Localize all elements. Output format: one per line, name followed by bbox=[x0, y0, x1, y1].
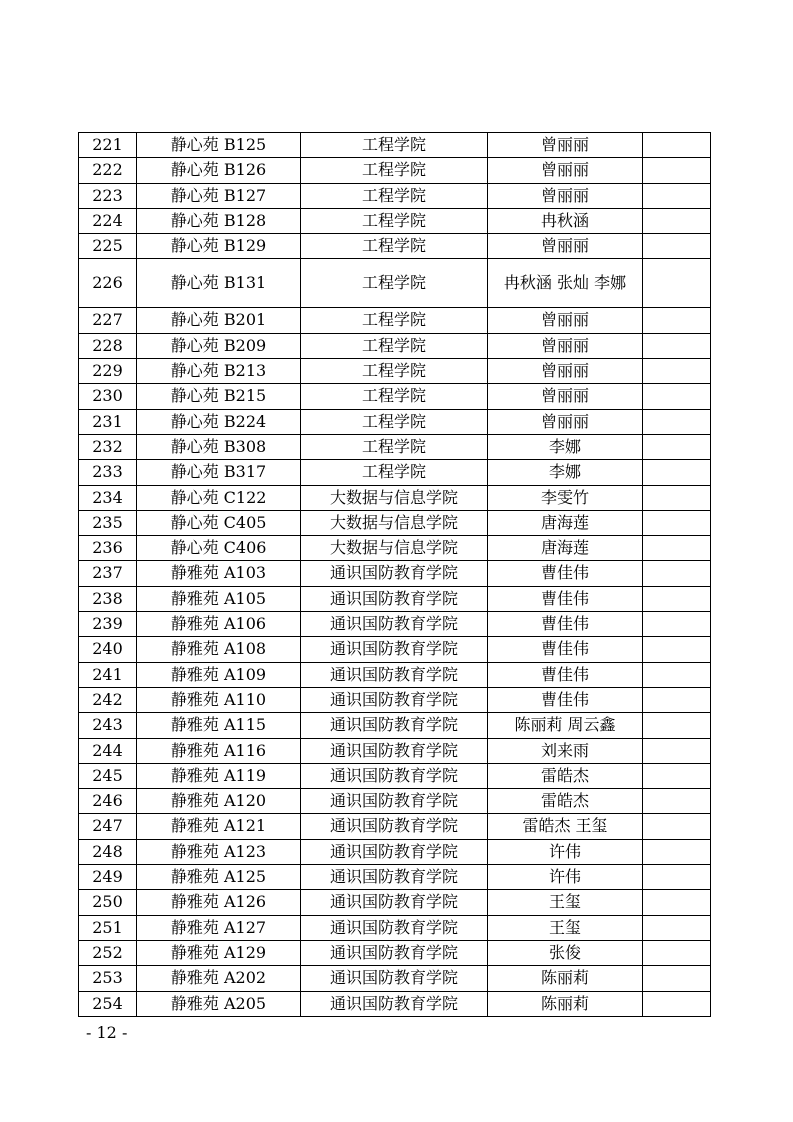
room-cell: 静心苑 B201 bbox=[137, 308, 301, 333]
note-cell bbox=[643, 208, 711, 233]
manager-cell bbox=[488, 460, 643, 485]
manager-text: 李娜 bbox=[548, 436, 581, 456]
table-row bbox=[79, 687, 711, 712]
manager-cell bbox=[488, 183, 643, 208]
department-cell: 工程学院 bbox=[301, 333, 488, 358]
manager-text: 许伟 bbox=[548, 867, 581, 887]
table-row bbox=[79, 612, 711, 637]
table-row bbox=[79, 561, 711, 586]
manager-text: 曹佳伟 bbox=[540, 639, 589, 659]
room-cell: 静雅苑 A205 bbox=[137, 991, 301, 1016]
room-cell: 静雅苑 A127 bbox=[137, 915, 301, 940]
note-cell bbox=[643, 966, 711, 991]
room-cell: 静雅苑 A126 bbox=[137, 890, 301, 915]
table-row bbox=[79, 460, 711, 485]
manager-cell bbox=[488, 234, 643, 259]
manager-cell bbox=[488, 384, 643, 409]
row-number-cell: 237 bbox=[79, 561, 137, 586]
note-cell bbox=[643, 384, 711, 409]
department-cell: 大数据与信息学院 bbox=[301, 536, 488, 561]
room-cell: 静雅苑 A115 bbox=[137, 713, 301, 738]
note-cell bbox=[643, 940, 711, 965]
manager-text: 陈丽莉 bbox=[540, 993, 589, 1013]
room-cell: 静心苑 B126 bbox=[137, 158, 301, 183]
room-cell: 静心苑 B209 bbox=[137, 333, 301, 358]
note-cell bbox=[643, 133, 711, 158]
room-cell: 静心苑 B317 bbox=[137, 460, 301, 485]
table-row bbox=[79, 940, 711, 965]
room-cell: 静雅苑 A121 bbox=[137, 814, 301, 839]
department-cell: 通识国防教育学院 bbox=[301, 561, 488, 586]
row-number-cell: 235 bbox=[79, 510, 137, 535]
note-cell bbox=[643, 687, 711, 712]
manager-text: 冉秋涵 张灿 李娜 bbox=[503, 273, 627, 293]
room-cell: 静雅苑 A123 bbox=[137, 839, 301, 864]
manager-text: 李雯竹 bbox=[540, 487, 589, 507]
note-cell bbox=[643, 460, 711, 485]
table-row bbox=[79, 359, 711, 384]
manager-text: 王玺 bbox=[548, 892, 581, 912]
row-number-cell: 222 bbox=[79, 158, 137, 183]
room-cell: 静雅苑 A109 bbox=[137, 662, 301, 687]
manager-cell bbox=[488, 662, 643, 687]
table-row bbox=[79, 536, 711, 561]
note-cell bbox=[643, 259, 711, 308]
room-cell: 静雅苑 A119 bbox=[137, 763, 301, 788]
manager-cell bbox=[488, 612, 643, 637]
manager-cell bbox=[488, 409, 643, 434]
note-cell bbox=[643, 662, 711, 687]
room-table-container bbox=[78, 132, 710, 1017]
manager-cell bbox=[488, 814, 643, 839]
manager-cell bbox=[488, 259, 643, 308]
table-row bbox=[79, 158, 711, 183]
row-number-cell: 223 bbox=[79, 183, 137, 208]
table-row bbox=[79, 814, 711, 839]
manager-cell bbox=[488, 158, 643, 183]
note-cell bbox=[643, 637, 711, 662]
note-cell bbox=[643, 915, 711, 940]
table-row bbox=[79, 915, 711, 940]
note-cell bbox=[643, 839, 711, 864]
table-row bbox=[79, 485, 711, 510]
table-row bbox=[79, 586, 711, 611]
table-row bbox=[79, 510, 711, 535]
row-number-cell: 253 bbox=[79, 966, 137, 991]
manager-cell bbox=[488, 687, 643, 712]
room-cell: 静心苑 C405 bbox=[137, 510, 301, 535]
row-number-cell: 229 bbox=[79, 359, 137, 384]
note-cell bbox=[643, 158, 711, 183]
department-cell: 通识国防教育学院 bbox=[301, 890, 488, 915]
row-number-cell: 243 bbox=[79, 713, 137, 738]
row-number-cell: 238 bbox=[79, 586, 137, 611]
room-cell: 静雅苑 A110 bbox=[137, 687, 301, 712]
note-cell bbox=[643, 510, 711, 535]
row-number-cell: 248 bbox=[79, 839, 137, 864]
row-number-cell: 224 bbox=[79, 208, 137, 233]
manager-text: 李娜 bbox=[548, 462, 581, 482]
row-number-cell: 236 bbox=[79, 536, 137, 561]
table-row bbox=[79, 308, 711, 333]
manager-cell bbox=[488, 789, 643, 814]
manager-cell bbox=[488, 738, 643, 763]
table-row bbox=[79, 133, 711, 158]
note-cell bbox=[643, 333, 711, 358]
row-number-cell: 249 bbox=[79, 865, 137, 890]
row-number-cell: 254 bbox=[79, 991, 137, 1016]
note-cell bbox=[643, 738, 711, 763]
row-number-cell: 247 bbox=[79, 814, 137, 839]
note-cell bbox=[643, 890, 711, 915]
note-cell bbox=[643, 485, 711, 510]
note-cell bbox=[643, 434, 711, 459]
table-row bbox=[79, 333, 711, 358]
manager-text: 王玺 bbox=[548, 917, 581, 937]
room-cell: 静雅苑 A108 bbox=[137, 637, 301, 662]
manager-cell bbox=[488, 637, 643, 662]
note-cell bbox=[643, 409, 711, 434]
row-number-cell: 250 bbox=[79, 890, 137, 915]
table-row bbox=[79, 839, 711, 864]
manager-cell bbox=[488, 839, 643, 864]
manager-text: 曾丽丽 bbox=[540, 135, 589, 154]
department-cell: 工程学院 bbox=[301, 434, 488, 459]
room-cell: 静心苑 B215 bbox=[137, 384, 301, 409]
table-row bbox=[79, 713, 711, 738]
department-cell: 大数据与信息学院 bbox=[301, 485, 488, 510]
department-cell: 通识国防教育学院 bbox=[301, 915, 488, 940]
room-cell: 静雅苑 A103 bbox=[137, 561, 301, 586]
row-number-cell: 228 bbox=[79, 333, 137, 358]
room-cell: 静心苑 B224 bbox=[137, 409, 301, 434]
note-cell bbox=[643, 991, 711, 1016]
row-number-cell: 240 bbox=[79, 637, 137, 662]
room-cell: 静雅苑 A125 bbox=[137, 865, 301, 890]
row-number-cell: 230 bbox=[79, 384, 137, 409]
row-number-cell: 241 bbox=[79, 662, 137, 687]
table-row bbox=[79, 234, 711, 259]
table-row bbox=[79, 890, 711, 915]
department-cell: 工程学院 bbox=[301, 259, 488, 308]
row-number-cell: 242 bbox=[79, 687, 137, 712]
department-cell: 通识国防教育学院 bbox=[301, 966, 488, 991]
table-row bbox=[79, 259, 711, 308]
room-cell: 静心苑 B131 bbox=[137, 259, 301, 308]
department-cell: 通识国防教育学院 bbox=[301, 713, 488, 738]
department-cell: 通识国防教育学院 bbox=[301, 687, 488, 712]
row-number-cell: 246 bbox=[79, 789, 137, 814]
note-cell bbox=[643, 359, 711, 384]
row-number-cell: 225 bbox=[79, 234, 137, 259]
manager-cell bbox=[488, 208, 643, 233]
room-cell: 静雅苑 A116 bbox=[137, 738, 301, 763]
manager-text: 冉秋涵 bbox=[540, 210, 589, 230]
manager-cell bbox=[488, 485, 643, 510]
department-cell: 通识国防教育学院 bbox=[301, 839, 488, 864]
row-number-cell: 244 bbox=[79, 738, 137, 763]
manager-text: 刘来雨 bbox=[540, 740, 589, 760]
department-cell: 工程学院 bbox=[301, 183, 488, 208]
manager-cell bbox=[488, 915, 643, 940]
row-number-cell: 232 bbox=[79, 434, 137, 459]
manager-cell bbox=[488, 890, 643, 915]
table-row bbox=[79, 966, 711, 991]
row-number-cell: 234 bbox=[79, 485, 137, 510]
manager-cell bbox=[488, 966, 643, 991]
manager-text: 曾丽丽 bbox=[540, 335, 589, 355]
department-cell: 通识国防教育学院 bbox=[301, 940, 488, 965]
manager-text: 雷皓杰 bbox=[540, 765, 589, 785]
manager-cell bbox=[488, 991, 643, 1016]
row-number-cell: 231 bbox=[79, 409, 137, 434]
note-cell bbox=[643, 586, 711, 611]
manager-text: 唐海莲 bbox=[540, 512, 589, 532]
department-cell: 通识国防教育学院 bbox=[301, 612, 488, 637]
room-cell: 静心苑 C122 bbox=[137, 485, 301, 510]
row-number-cell: 245 bbox=[79, 763, 137, 788]
room-cell: 静心苑 C406 bbox=[137, 536, 301, 561]
manager-text: 许伟 bbox=[548, 841, 581, 861]
department-cell: 工程学院 bbox=[301, 409, 488, 434]
manager-cell bbox=[488, 359, 643, 384]
room-cell: 静雅苑 A105 bbox=[137, 586, 301, 611]
department-cell: 工程学院 bbox=[301, 208, 488, 233]
room-cell: 静心苑 B308 bbox=[137, 434, 301, 459]
department-cell: 工程学院 bbox=[301, 133, 488, 158]
manager-text: 曾丽丽 bbox=[540, 310, 589, 330]
manager-text: 曹佳伟 bbox=[540, 689, 589, 709]
manager-text: 陈丽莉 周云鑫 bbox=[514, 715, 616, 735]
table-row bbox=[79, 409, 711, 434]
manager-text: 曾丽丽 bbox=[540, 185, 589, 205]
manager-cell bbox=[488, 133, 643, 158]
note-cell bbox=[643, 183, 711, 208]
manager-text: 雷皓杰 bbox=[540, 791, 589, 811]
manager-text: 陈丽莉 bbox=[540, 968, 589, 988]
manager-cell bbox=[488, 763, 643, 788]
note-cell bbox=[643, 713, 711, 738]
row-number-cell: 227 bbox=[79, 308, 137, 333]
note-cell bbox=[643, 308, 711, 333]
department-cell: 工程学院 bbox=[301, 308, 488, 333]
manager-cell bbox=[488, 940, 643, 965]
note-cell bbox=[643, 763, 711, 788]
department-cell: 工程学院 bbox=[301, 359, 488, 384]
manager-cell bbox=[488, 713, 643, 738]
manager-text: 曾丽丽 bbox=[540, 160, 589, 180]
manager-cell bbox=[488, 865, 643, 890]
table-body bbox=[79, 133, 711, 1017]
room-cell: 静雅苑 A129 bbox=[137, 940, 301, 965]
department-cell: 通识国防教育学院 bbox=[301, 814, 488, 839]
room-cell: 静心苑 B128 bbox=[137, 208, 301, 233]
manager-cell bbox=[488, 536, 643, 561]
note-cell bbox=[643, 561, 711, 586]
row-number-cell: 226 bbox=[79, 259, 137, 308]
room-assignment-table bbox=[78, 132, 711, 1017]
department-cell: 通识国防教育学院 bbox=[301, 586, 488, 611]
manager-text: 曹佳伟 bbox=[540, 563, 589, 583]
department-cell: 通识国防教育学院 bbox=[301, 865, 488, 890]
table-row bbox=[79, 434, 711, 459]
room-cell: 静雅苑 A106 bbox=[137, 612, 301, 637]
manager-cell bbox=[488, 510, 643, 535]
department-cell: 通识国防教育学院 bbox=[301, 763, 488, 788]
table-row bbox=[79, 789, 711, 814]
department-cell: 大数据与信息学院 bbox=[301, 510, 488, 535]
manager-cell bbox=[488, 586, 643, 611]
department-cell: 通识国防教育学院 bbox=[301, 738, 488, 763]
page-number: - 12 - bbox=[86, 1023, 128, 1042]
note-cell bbox=[643, 789, 711, 814]
department-cell: 通识国防教育学院 bbox=[301, 789, 488, 814]
manager-text: 雷皓杰 王玺 bbox=[522, 816, 608, 836]
table-row bbox=[79, 738, 711, 763]
manager-text: 曾丽丽 bbox=[540, 386, 589, 406]
table-row bbox=[79, 865, 711, 890]
manager-cell bbox=[488, 561, 643, 586]
manager-text: 曹佳伟 bbox=[540, 664, 589, 684]
room-cell: 静雅苑 A202 bbox=[137, 966, 301, 991]
manager-text: 曾丽丽 bbox=[540, 236, 589, 256]
room-cell: 静雅苑 A120 bbox=[137, 789, 301, 814]
row-number-cell: 251 bbox=[79, 915, 137, 940]
row-number-cell: 221 bbox=[79, 133, 137, 158]
table-row bbox=[79, 208, 711, 233]
row-number-cell: 233 bbox=[79, 460, 137, 485]
table-row bbox=[79, 637, 711, 662]
table-row bbox=[79, 991, 711, 1016]
department-cell: 工程学院 bbox=[301, 234, 488, 259]
table-row bbox=[79, 763, 711, 788]
note-cell bbox=[643, 814, 711, 839]
department-cell: 工程学院 bbox=[301, 460, 488, 485]
department-cell: 工程学院 bbox=[301, 158, 488, 183]
manager-cell bbox=[488, 333, 643, 358]
manager-cell bbox=[488, 308, 643, 333]
table-row bbox=[79, 662, 711, 687]
note-cell bbox=[643, 612, 711, 637]
manager-text: 唐海莲 bbox=[540, 538, 589, 558]
room-cell: 静心苑 B213 bbox=[137, 359, 301, 384]
manager-text: 曹佳伟 bbox=[540, 588, 589, 608]
room-cell: 静心苑 B125 bbox=[137, 133, 301, 158]
note-cell bbox=[643, 536, 711, 561]
row-number-cell: 239 bbox=[79, 612, 137, 637]
manager-text: 曹佳伟 bbox=[540, 614, 589, 634]
row-number-cell: 252 bbox=[79, 940, 137, 965]
department-cell: 通识国防教育学院 bbox=[301, 991, 488, 1016]
manager-text: 曾丽丽 bbox=[540, 361, 589, 381]
table-row bbox=[79, 384, 711, 409]
room-cell: 静心苑 B129 bbox=[137, 234, 301, 259]
table-row bbox=[79, 183, 711, 208]
department-cell: 通识国防教育学院 bbox=[301, 662, 488, 687]
department-cell: 通识国防教育学院 bbox=[301, 637, 488, 662]
manager-text: 张俊 bbox=[548, 942, 581, 962]
room-cell: 静心苑 B127 bbox=[137, 183, 301, 208]
department-cell: 工程学院 bbox=[301, 384, 488, 409]
manager-cell bbox=[488, 434, 643, 459]
manager-text: 曾丽丽 bbox=[540, 411, 589, 431]
note-cell bbox=[643, 865, 711, 890]
note-cell bbox=[643, 234, 711, 259]
